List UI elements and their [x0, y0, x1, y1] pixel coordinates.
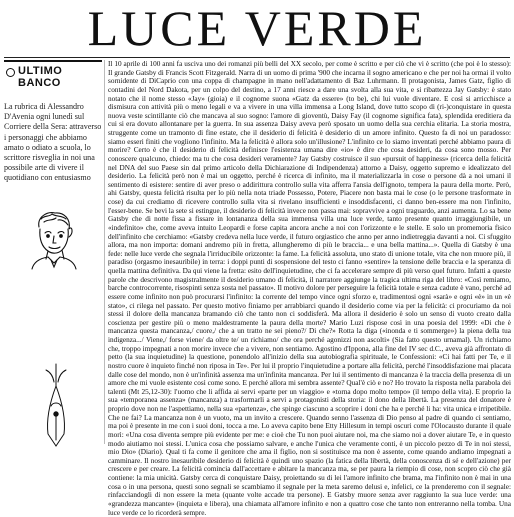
author-portrait-illustration: [22, 207, 84, 269]
circle-icon: [6, 68, 15, 77]
article-body: [108, 60, 511, 517]
rubric-title: ULTIMO BANCO: [18, 65, 63, 89]
rubric-description: La rubrica di Alessandro D'Avenia ogni lunedì sul Corriere della Sera: attraverso i personaggi che abbiamo amato o odiato a scuola, lo scrittore risveglia in noi una possibile arte di vivere il quotidiano con entusiasmo: [4, 102, 102, 183]
fountain-pen-icon: [42, 362, 70, 447]
column-divider: [104, 60, 105, 444]
headline: LUCE VERDE: [87, 0, 427, 56]
top-rule: [4, 57, 510, 58]
rubric-header: [4, 60, 102, 94]
article-text: Il 10 aprile di 100 anni fa usciva uno dei romanzi più belli del XX secolo, per come è scritto e per ciò che vi è scritto (che poi è lo stesso): Il grande Gatsby di Francis Scott Fitzgerald. Narra di un uomo di prima '900 che incarna il sogno americano e che per noi ha ormai il volto sornidente di DiCaprio con una coppa di champagne in mano nell'adattamento di Baz Luhrmann. Il protagonista, James Gatz, figlio di contadini del Nord Dakota, per un colpo del destino, a 17 anni riesce a dare una svolta alla sua vita, e si ribattezza Jay Gatsby: è stato notato che il nome stesso «Jay» (gioia) e il cognome suona «Gatz da essere» (to be), chi lui vuole diventare. E così si arricchisce a dismisura con attività più o meno legali e va a vivere in una villa immensa a Long Island, dove tutto scopo di (ri-)conquistare in questa nuova veste scintillante ciò che mancava al suo sogno: l'amore di gioventù, Daisy Fay (il cognome significa fata), splendida ereditiera da cui si era dovuto allontanare per la guerra. In sua assenza Daisy aveva però sposato un uomo della sua cerchia elitaria. La storia mostra, struggente come un tramonto di fine estate, che il desiderio di felicità è desiderio di un amore infinito. Questo fa di noi un paradosso: siamo esseri finiti che vogliono l'infinito. Ma la felicità è allora solo un'illusione? L'infinito ce lo siamo inventati perché abbiamo paura di morire? Certo è che il desiderio di felicità definisce l'esistenza umana dire «io» è dire che cosa desideri, da cosa sono mosso. Per conoscere qualcuno, chiedo: ma tu che cosa desideri veramente? Jay Gatsby costruisce il suo «pursuit of happiness» (ricerca della felicità nel DNA del suo Paese sin dal primo articolo della Dichiarazione di Indipendenza) attorno a Daisy, oggetto supremo e idealizzato del desiderio. La felicità però non è mai un oggetto, perché è ricerca di infinito, ma il materializzarla in cose o persone dà a noi umani il sentimento di esistere: sentire di aver preso o addirittura controllo sulla vita afferra l'ansia dell'ignoto, tempera la paura della morte. Però, ahi Gatsby, questa felicità risulta per lo più nella nota triade Possesso, Potere, Piacere non basta mai le cose (o le persone trasformate in cose) da cui crediamo di ricevere controllo sulla vita si rivelano insufficienti e insoddisfacenti, ci danno ben-essere ma non l'infinito, l'esser-bene. Se bevi la sete si estingue, il desiderio di felicità invece non passa mai: sopravvive a ogni traguardo, anzi aumenta. Lo sa bene Gatsby che di notte fissa a fissare in lontananza della sua immensa villa una luce verde, tanto presente quanto irraggiungibile, un «indefinito» che, come aveva intuito Leopardi e forse capita ancora anche a noi con l'orizzonte e le stelle. E solo un promemoria fisico dell'infinito che cerchiamo: «Gatsby credeva nella luce verde, il futuro orgiastico che anno per anno indietreggia davanti a noi. Ci sfuggito allora, ma non importa: domani andremo più in fretta, allungheremo di più le braccia... e una bella mattina...». Quella di Gatsby è una fede: nelle luce verde che segnala l'irriducibile orizzonte: la fame. La felicità assoluta, uno stato di unione totale, vita che non muore più, il paradiso (orgasmo inesauribile) in terra: i doppi punti di sospensione del testo ci fanno «sentire» la tensione delle braccia e la speranza di quella mattina definitiva. Da qui viene la fretta: esito dell'inquietudine, che ci fa accelerare sempre di più verso quel futuro. Infatti a queste parole che descrivono magistralmente il desiderio umano di felicità, il narratore aggiunge la tragica ultima riga del libro: «Così remiamo, barche controcorrente, risospinti senza sosta nel passato». Il motivo dolore per perseguire la felicità totale e senza cadute è vano, perché ad essere come infinito non può procurarsi l'infinito: la corrente del tempo vince ogni sforzo e, tradimentosi ogni «sarà» e ogni «è» in un «è stato», ci rilega nel passato. Per questo motivo finiamo per arrabbiarci quando il desiderio come via per la felicità: ci procuriamo da noi stessi il dolore della mancanza bramando ciò che tanto non ci soddisferà. Ma allora il desiderio è solo un senso di vuoto creato dalla coscienza per gestire più o meno maldestramente la paura della morte? Mario Luzi rispose così in una poesia del 1999: «Di che è mancanza questa mancanza,/ cuore,/ che a un tratto ne sei pieno?/ Di che?» Rotta la diga («inonda e ti sommerge») la piena della tua indigenza.../ Viene,/ forse viene/ da oltre te/ un richiamo/ che ora perché agonizzi non ascolti» (Sia fatto questo urnamal). Un richiamo che, troppo impegnati a non morire invece che a vivere, non sentiamo. Agostino d'Ippona, alla fine del IV sec d.C., aveva già affrontato di petto (la sua inquietudine) la questione, ponendolo all'inizio della sua autobiografia spirituale, le Confessioni: «Ci hai fatti per Te, e il nostro cuore è inquieto finché non riposa in Te». Per lui il proprio l'inquietudine a portare alla felicità, perché l'insoddisfazione mai placata dalle cose del mondo, non è un'infinità assenza ma un'infinita mancanza. Per lui il sentimento di mancanza è la traccia della presenza di un amore che mi vuole esistente così come sono. E perché allora mi sembra assente? Qual'è ciò e no? Ho trovato la risposta nella parabola dei talenti (Mt 25,12-30): l'uomo che li affida ai servi «parte per un viaggio» e «torna dopo molto tempo» (il tempo della vita). E proprio la sua «temporanea assenza» (mancanza) a trasformarli a servi a protagonisti della storia: il dono della libertà. La presenza del donatore è proprio dove non ne l'aspettiamo, nella sua «partenza», che spinge ciascuno a scoprire i doni che ha e perché li ha: vita unica e irripetibile. Che ne fai? La mancanza non è un vuoto, ma un invito a crescere. Quando senno l'assenza di Dio penso al padre di quando ci sentiamo, ma poi è presente in me con i suoi doni, tocca a me. Lo aveva capito bene Etty Hillesum in tempi oscuri come l'Olocausto durante il quale morì: «Una cosa diventa sempre più evidente per me: e cioè che Tu non puoi aiutare noi, ma che siamo noi a dover aiutare Te, e in questo modo aiutiamo noi stessi. L'unica cosa che possiamo salvare, e anche l'unica che veramente conti, è un piccolo pezzo di Te in noi stessi, mio Dio» (Diario). Qual ti fa come il genitore che ama il figlio, non si sostituisce ma non è assente, come quando andiamo impegnati a camminare. Il nostro inesauribile desiderio di felicità è quindi uno spazio (la fatica della libertà, della conoscenza di sé e dell'azione) per crescere e per creare. La felicità comincia dall'accettare e abitare la mancanza ma, se per paura la riempio di cose, non scopro ciò che già contiene: la mia unicità. Gatsby cerca di conquistare Daisy, proiettando su di lei l'amore infinito che brama, ma l'infinito non è mai in una cosa o in una persona, questi sono segnali se scambiamo il segnale per la meta saremo delusi e, infelici, ce la prenderemo con il segnale: rinfacciandogli di non essere la meta (quante volte accade tra persone). E Gatsby muore senza aver raggiunto la sua luce verde: una «grandezza mancante» (inquieta e libera), una chiamata all'amore infinito e non a quattro cose che tanto non entreranno nella tomba. Una luce verde ce lo ricorderà sempre.: [108, 60, 511, 517]
sidebar: [4, 60, 102, 445]
